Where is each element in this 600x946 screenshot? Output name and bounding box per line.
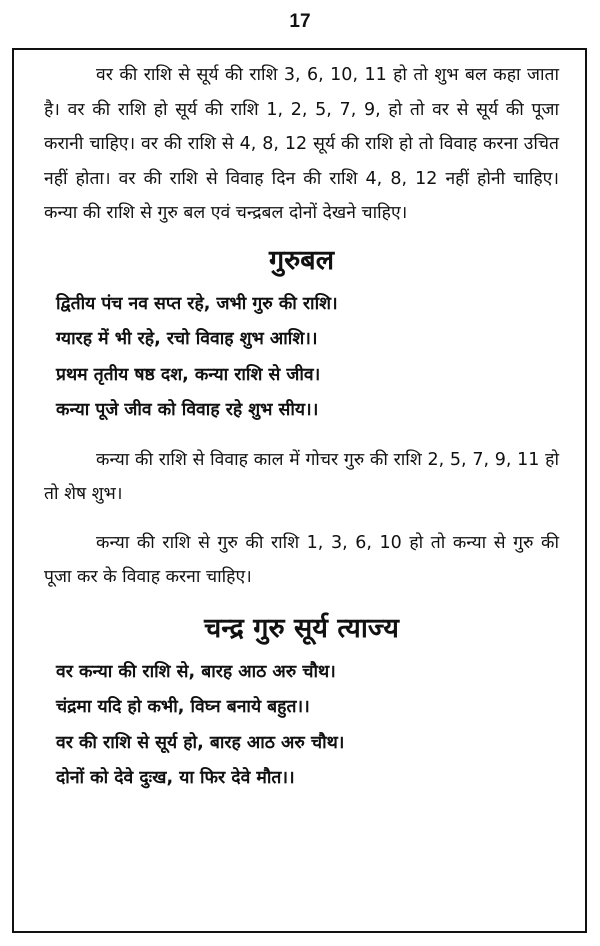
section-heading-chandra-guru-surya: चन्द्र गुरु सूर्य त्याज्य xyxy=(204,612,399,644)
page-border-frame xyxy=(12,48,587,933)
verse-line: दोनों को देवे दुःख, या फिर देवे मौत।। xyxy=(56,768,295,788)
gurubal-paragraph-2: कन्या की राशि से गुरु की राशि 1, 3, 6, 10 हो तो कन्या से गुरु की पूजा कर के विवाह करना चाहिए। xyxy=(44,532,559,587)
verse-gurubal xyxy=(56,287,559,429)
verse-line: कन्या पूजे जीव को विवाह रहे शुभ सीय।। xyxy=(56,400,319,420)
verse-line: ग्यारह में भी रहे, रचो विवाह शुभ आशि।। xyxy=(56,329,318,349)
verse-line: वर की राशि से सूर्य हो, बारह आठ अरु चौथ। xyxy=(56,732,345,753)
gurubal-paragraph-1: कन्या की राशि से विवाह काल में गोचर गुरु की राशि 2, 5, 7, 9, 11 हो तो शेष शुभ। xyxy=(44,449,559,504)
page-content xyxy=(44,58,559,797)
verse-chandra-guru-surya xyxy=(56,655,559,797)
verse-line: द्वितीय पंच नव सप्त रहे, जभी गुरु की राशि। xyxy=(56,293,338,314)
verse-line: चंद्रमा यदि हो कभी, विघ्न बनाये बहुत।। xyxy=(56,697,310,717)
page-number: 17 xyxy=(289,11,311,32)
verse-line: प्रथम तृतीय षष्ठ दश, कन्या राशि से जीव। xyxy=(56,364,321,385)
section-heading-gurubal: गुरुबल xyxy=(268,244,335,276)
intro-paragraph: वर की राशि से सूर्य की राशि 3, 6, 10, 11 हो तो शुभ बल कहा जाता है। वर की राशि हो सूर्य की राशि 1, 2, 5, 7, 9, हो तो वर से सूर्य की पूजा करानी चाहिए। वर की राशि से 4, 8, 12 सूर्य की राशि हो तो विवाह करना उचित नहीं होता। वर की राशि से विवाह दिन की राशि 4, 8, 12 नहीं होनी चाहिए। कन्या की राशि से गुरु बल एवं चन्द्रबल दोनों देखने चाहिए। xyxy=(44,65,559,223)
verse-line: वर कन्या की राशि से, बारह आठ अरु चौथ। xyxy=(56,661,336,682)
